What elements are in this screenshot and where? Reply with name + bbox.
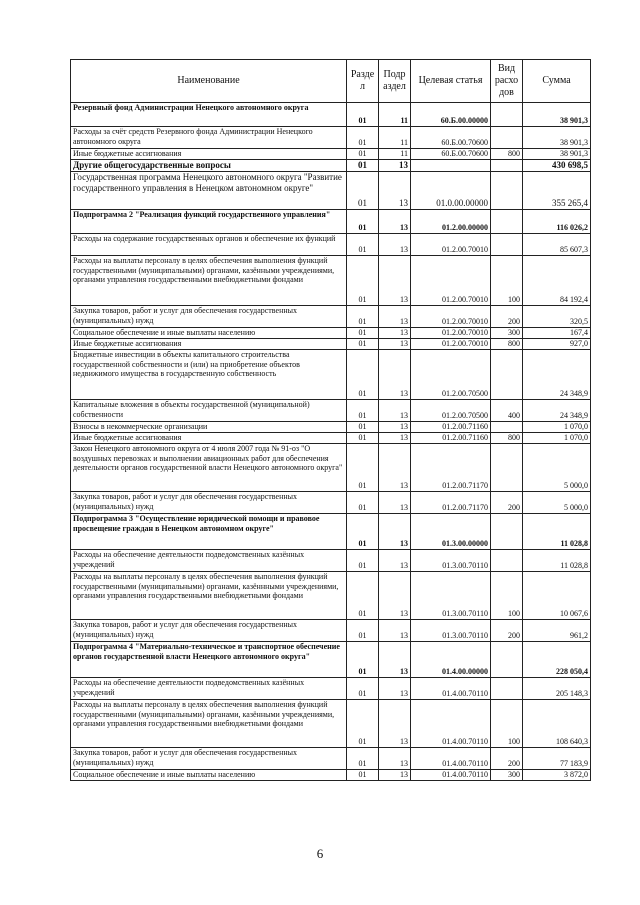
cell-expense-type: 200	[491, 306, 523, 328]
cell-subsection: 13	[379, 700, 411, 748]
cell-name: Закупка товаров, работ и услуг для обеспечения государственных (муниципальных) нужд	[71, 306, 347, 328]
header-name: Наименование	[71, 60, 347, 103]
cell-amount: 167,4	[523, 328, 591, 339]
cell-subsection: 13	[379, 172, 411, 210]
cell-expense-type	[491, 234, 523, 256]
cell-subsection: 13	[379, 770, 411, 781]
cell-name: Подпрограмма 4 "Материально-техническое и транспортное обеспечение органов государственной власти Ненецкого автономного округа"	[71, 642, 347, 678]
table-row	[71, 620, 591, 642]
table-row	[71, 514, 591, 550]
cell-section: 01	[347, 210, 379, 234]
cell-section: 01	[347, 400, 379, 422]
table-header	[71, 60, 591, 103]
cell-section: 01	[347, 514, 379, 550]
table-body	[71, 103, 591, 781]
cell-expense-type	[491, 514, 523, 550]
table-row	[71, 444, 591, 492]
cell-target: 01.3.00.00000	[411, 514, 491, 550]
table-row	[71, 149, 591, 160]
cell-expense-type	[491, 350, 523, 400]
cell-expense-type: 800	[491, 433, 523, 444]
cell-target: 60.Б.00.00000	[411, 103, 491, 127]
cell-amount: 1 070,0	[523, 433, 591, 444]
cell-name: Иные бюджетные ассигнования	[71, 339, 347, 350]
table-row	[71, 256, 591, 306]
cell-name: Иные бюджетные ассигнования	[71, 149, 347, 160]
cell-expense-type: 100	[491, 572, 523, 620]
cell-section: 01	[347, 234, 379, 256]
cell-amount: 927,0	[523, 339, 591, 350]
cell-section: 01	[347, 103, 379, 127]
cell-amount: 38 901,3	[523, 149, 591, 160]
table-row	[71, 642, 591, 678]
table-row	[71, 350, 591, 400]
cell-amount: 24 348,9	[523, 400, 591, 422]
cell-subsection: 13	[379, 350, 411, 400]
cell-section: 01	[347, 350, 379, 400]
cell-amount: 84 192,4	[523, 256, 591, 306]
cell-target: 01.2.00.71160	[411, 422, 491, 433]
cell-subsection: 13	[379, 444, 411, 492]
cell-name: Капитальные вложения в объекты государственной (муниципальной) собственности	[71, 400, 347, 422]
cell-amount: 116 026,2	[523, 210, 591, 234]
cell-target: 01.2.00.71170	[411, 492, 491, 514]
cell-amount: 355 265,4	[523, 172, 591, 210]
table-row	[71, 400, 591, 422]
table-row	[71, 103, 591, 127]
cell-subsection: 13	[379, 550, 411, 572]
cell-section: 01	[347, 306, 379, 328]
cell-name: Резервный фонд Администрации Ненецкого автономного округа	[71, 103, 347, 127]
cell-name: Закупка товаров, работ и услуг для обеспечения государственных (муниципальных) нужд	[71, 748, 347, 770]
cell-section: 01	[347, 642, 379, 678]
cell-section: 01	[347, 127, 379, 149]
cell-subsection: 13	[379, 433, 411, 444]
cell-section: 01	[347, 572, 379, 620]
cell-expense-type: 800	[491, 339, 523, 350]
cell-target: 01.2.00.70500	[411, 400, 491, 422]
table-row	[71, 234, 591, 256]
table-row	[71, 127, 591, 149]
cell-name: Закон Ненецкого автономного округа от 4 июля 2007 года № 91-оз "О воздушных перевозках и выполнении авиационных работ для обеспечения деятельности органов государственной власти Ненецкого автономного округа"	[71, 444, 347, 492]
table-row	[71, 422, 591, 433]
cell-subsection: 13	[379, 210, 411, 234]
cell-target: 01.2.00.70010	[411, 256, 491, 306]
cell-name: Другие общегосударственные вопросы	[71, 160, 347, 172]
cell-section: 01	[347, 172, 379, 210]
cell-subsection: 11	[379, 149, 411, 160]
cell-subsection: 13	[379, 256, 411, 306]
cell-target: 01.2.00.00000	[411, 210, 491, 234]
table-row	[71, 160, 591, 172]
cell-name: Бюджетные инвестиции в объекты капитального строительства государственной собственности и (или) на приобретение объектов недвижимого имущества в государственную собственность	[71, 350, 347, 400]
cell-subsection: 13	[379, 328, 411, 339]
cell-target: 01.2.00.71170	[411, 444, 491, 492]
cell-expense-type: 800	[491, 149, 523, 160]
cell-target: 01.3.00.70110	[411, 550, 491, 572]
cell-amount: 77 183,9	[523, 748, 591, 770]
cell-expense-type: 400	[491, 400, 523, 422]
cell-section: 01	[347, 620, 379, 642]
cell-expense-type	[491, 160, 523, 172]
cell-subsection: 13	[379, 306, 411, 328]
cell-section: 01	[347, 492, 379, 514]
cell-expense-type	[491, 210, 523, 234]
cell-amount: 38 901,3	[523, 127, 591, 149]
cell-section: 01	[347, 422, 379, 433]
cell-name: Расходы на обеспечение деятельности подведомственных казённых учреждений	[71, 550, 347, 572]
cell-target: 01.3.00.70110	[411, 620, 491, 642]
cell-name: Расходы на содержание государственных органов и обеспечение их функций	[71, 234, 347, 256]
cell-expense-type: 200	[491, 620, 523, 642]
cell-target: 60.Б.00.70600	[411, 127, 491, 149]
page-number: 6	[316, 846, 324, 861]
cell-expense-type: 200	[491, 748, 523, 770]
cell-name: Подпрограмма 2 "Реализация функций государственного управления"	[71, 210, 347, 234]
cell-name: Социальное обеспечение и иные выплаты населению	[71, 770, 347, 781]
cell-name: Взносы в некоммерческие организации	[71, 422, 347, 433]
cell-target: 01.4.00.70110	[411, 748, 491, 770]
table-row	[71, 550, 591, 572]
table-row	[71, 210, 591, 234]
cell-name: Расходы на выплаты персоналу в целях обеспечения выполнения функций государственными (муниципальными) органами, казённными учреждениями, органами управления государственными внебюджетными фондами	[71, 572, 347, 620]
budget-table	[70, 59, 591, 781]
cell-target	[411, 160, 491, 172]
cell-target: 01.3.00.70110	[411, 572, 491, 620]
cell-target: 01.4.00.70110	[411, 770, 491, 781]
cell-name: Расходы на обеспечение деятельности подведомственных казённых учреждений	[71, 678, 347, 700]
cell-expense-type: 200	[491, 492, 523, 514]
cell-section: 01	[347, 444, 379, 492]
cell-section: 01	[347, 700, 379, 748]
cell-target: 01.0.00.00000	[411, 172, 491, 210]
cell-name: Социальное обеспечение и иные выплаты населению	[71, 328, 347, 339]
cell-target: 01.2.00.70500	[411, 350, 491, 400]
cell-target: 60.Б.00.70600	[411, 149, 491, 160]
cell-target: 01.2.00.70010	[411, 234, 491, 256]
cell-amount: 38 901,3	[523, 103, 591, 127]
header-target: Целевая статья	[411, 60, 491, 103]
cell-subsection: 13	[379, 642, 411, 678]
cell-target: 01.4.00.70110	[411, 678, 491, 700]
cell-name: Закупка товаров, работ и услуг для обеспечения государственных (муниципальных) нужд	[71, 492, 347, 514]
cell-name: Подпрограмма 3 "Осуществление юридической помощи и правовое просвещение граждан в Ненецком автономном округе"	[71, 514, 347, 550]
cell-expense-type	[491, 550, 523, 572]
cell-name: Расходы на выплаты персоналу в целях обеспечения выполнения функций государственными (муниципальными) органами, казёнными учреждениями, органами управления государственными внебюджетными фондами	[71, 700, 347, 748]
table-row	[71, 328, 591, 339]
cell-expense-type	[491, 444, 523, 492]
cell-amount: 11 028,8	[523, 514, 591, 550]
cell-amount: 5 000,0	[523, 444, 591, 492]
cell-expense-type: 100	[491, 700, 523, 748]
header-section: Разде л	[347, 60, 379, 103]
cell-section: 01	[347, 256, 379, 306]
cell-expense-type	[491, 127, 523, 149]
cell-subsection: 13	[379, 234, 411, 256]
cell-expense-type: 100	[491, 256, 523, 306]
cell-section: 01	[347, 748, 379, 770]
cell-subsection: 13	[379, 514, 411, 550]
cell-target: 01.2.00.71160	[411, 433, 491, 444]
cell-expense-type: 300	[491, 328, 523, 339]
table-row	[71, 678, 591, 700]
cell-section: 01	[347, 770, 379, 781]
cell-name: Расходы на выплаты персоналу в целях обеспечения выполнения функций государственными (муниципальными) органами, казёнными учреждениями, органами управления государственными внебюджетными фондами	[71, 256, 347, 306]
table-row	[71, 172, 591, 210]
cell-subsection: 13	[379, 422, 411, 433]
header-expense-type: Вид расхо дов	[491, 60, 523, 103]
header-subsection: Подр аздел	[379, 60, 411, 103]
cell-expense-type	[491, 103, 523, 127]
cell-expense-type	[491, 172, 523, 210]
cell-amount: 320,5	[523, 306, 591, 328]
cell-subsection: 13	[379, 620, 411, 642]
cell-expense-type: 300	[491, 770, 523, 781]
cell-amount: 430 698,5	[523, 160, 591, 172]
cell-section: 01	[347, 149, 379, 160]
cell-amount: 3 872,0	[523, 770, 591, 781]
cell-section: 01	[347, 339, 379, 350]
table-row	[71, 306, 591, 328]
cell-amount: 11 028,8	[523, 550, 591, 572]
cell-section: 01	[347, 433, 379, 444]
cell-amount: 85 607,3	[523, 234, 591, 256]
cell-expense-type	[491, 422, 523, 433]
cell-subsection: 13	[379, 572, 411, 620]
cell-target: 01.2.00.70010	[411, 328, 491, 339]
cell-name: Расходы за счёт средств Резервного фонда Администрации Ненецкого автономного округа	[71, 127, 347, 149]
cell-amount: 228 050,4	[523, 642, 591, 678]
cell-expense-type	[491, 678, 523, 700]
cell-amount: 961,2	[523, 620, 591, 642]
cell-subsection: 13	[379, 339, 411, 350]
table-row	[71, 339, 591, 350]
table-row	[71, 492, 591, 514]
cell-amount: 5 000,0	[523, 492, 591, 514]
table-row	[71, 700, 591, 748]
cell-amount: 205 148,3	[523, 678, 591, 700]
cell-amount: 24 348,9	[523, 350, 591, 400]
cell-target: 01.4.00.70110	[411, 700, 491, 748]
cell-target: 01.4.00.00000	[411, 642, 491, 678]
cell-name: Государственная программа Ненецкого автономного округа "Развитие государственного управления в Ненецком автономном округе"	[71, 172, 347, 210]
cell-subsection: 13	[379, 748, 411, 770]
cell-subsection: 13	[379, 400, 411, 422]
cell-section: 01	[347, 678, 379, 700]
cell-subsection: 13	[379, 492, 411, 514]
cell-target: 01.2.00.70010	[411, 339, 491, 350]
cell-amount: 108 640,3	[523, 700, 591, 748]
cell-name: Закупка товаров, работ и услуг для обеспечения государственных (муниципальных) нужд	[71, 620, 347, 642]
table-row	[71, 770, 591, 781]
cell-subsection: 11	[379, 103, 411, 127]
header-amount: Сумма	[523, 60, 591, 103]
cell-target: 01.2.00.70010	[411, 306, 491, 328]
table-row	[71, 748, 591, 770]
cell-expense-type	[491, 642, 523, 678]
cell-subsection: 13	[379, 678, 411, 700]
cell-section: 01	[347, 550, 379, 572]
cell-subsection: 11	[379, 127, 411, 149]
cell-name: Иные бюджетные ассигнования	[71, 433, 347, 444]
cell-section: 01	[347, 160, 379, 172]
cell-amount: 10 067,6	[523, 572, 591, 620]
cell-subsection: 13	[379, 160, 411, 172]
table-row	[71, 433, 591, 444]
table-row	[71, 572, 591, 620]
cell-amount: 1 070,0	[523, 422, 591, 433]
cell-section: 01	[347, 328, 379, 339]
